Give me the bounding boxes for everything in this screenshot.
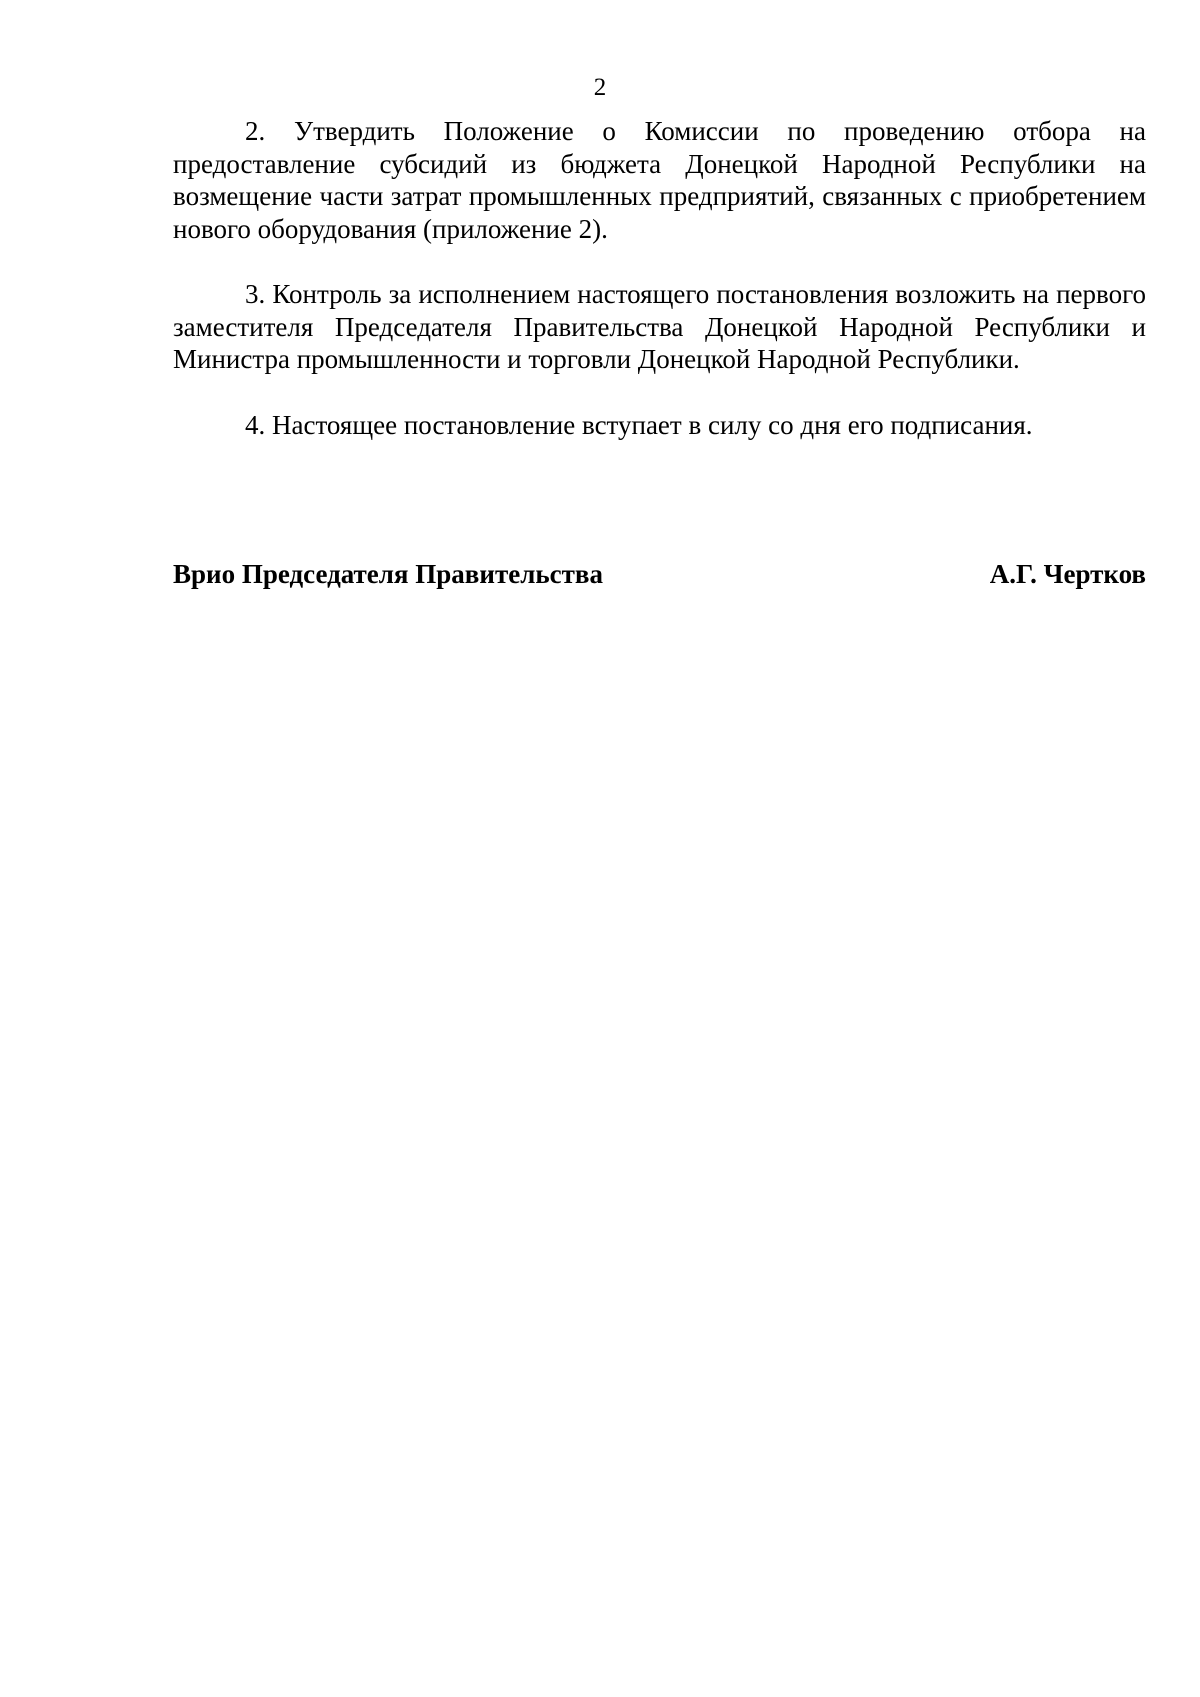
page-number: 2 — [593, 74, 607, 101]
document-body — [173, 115, 1146, 441]
signatory-title: Врио Председателя Правительства — [173, 559, 603, 589]
paragraph-3: 3. Контроль за исполнением настоящего постановления возложить на первого заместителя Председателя Правительства Донецкой Народной Республики и Министра промышленности и торговли Донецкой Народной Республики. — [173, 279, 1146, 374]
paragraph-4: 4. Настоящее постановление вступает в силу со дня его подписания. — [245, 409, 1033, 440]
signatory-name: А.Г. Чертков — [989, 559, 1146, 589]
paragraph-2: 2. Утвердить Положение о Комиссии по проведению отбора на предоставление субсидий из бюджета Донецкой Народной Республики на возмещение части затрат промышленных предприятий, связанных с приобретением нового оборудования (приложение 2). — [173, 116, 1146, 244]
